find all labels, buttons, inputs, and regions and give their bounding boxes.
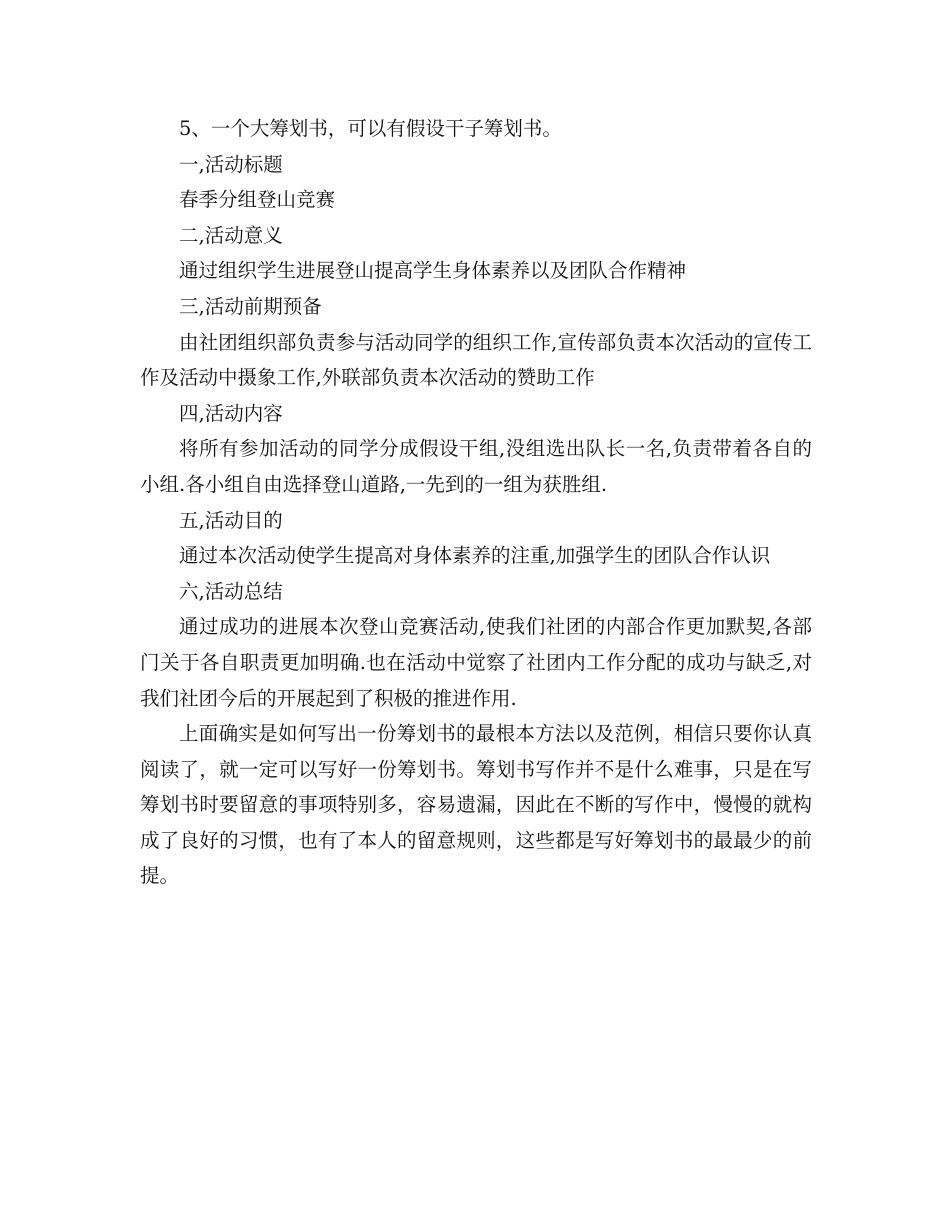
document-body <box>140 111 812 894</box>
paragraph-activity-summary: 通过成功的进展本次登山竞赛活动,使我们社团的内部合作更加默契,各部门关于各自职责更加明确.也在活动中觉察了社团内工作分配的成功与缺乏,对我们社团今后的开展起到了积极的推进作用. <box>140 615 812 710</box>
heading-activity-title: 一,活动标题 <box>179 152 283 176</box>
paragraph-closing: 上面确实是如何写出一份筹划书的最根本方法以及范例，相信只要你认真阅读了，就一定可以写好一份筹划书。筹划书写作并不是什么难事，只是在写筹划书时要留意的事项特别多，容易遗漏，因此在不断的写作中，慢慢的就构成了良好的习惯，也有了本人的留意规则，这些都是写好筹划书的最最少的前提。 <box>140 722 812 888</box>
heading-activity-significance: 二,活动意义 <box>179 223 283 247</box>
heading-preparation: 三,活动前期预备 <box>179 294 322 318</box>
paragraph-activity-content: 将所有参加活动的同学分成假设干组,没组选出队长一名,负责带着各自的小组.各小组自由选择登山道路,一先到的一组为获胜组. <box>140 437 812 496</box>
paragraph-activity-purpose: 通过本次活动使学生提高对身体素养的注重,加强学生的团队合作认识 <box>179 544 771 568</box>
paragraph-preparation: 由社团组织部负责参与活动同学的组织工作,宣传部负责本次活动的宣传工作及活动中摄象工作,外联部负责本次活动的赞助工作 <box>140 330 812 390</box>
paragraph-activity-title: 春季分组登山竞赛 <box>179 188 336 212</box>
paragraph-sub-plans-note: 5、一个大筹划书，可以有假设干子筹划书。 <box>179 117 562 140</box>
heading-activity-purpose: 五,活动目的 <box>179 508 283 532</box>
paragraph-activity-significance: 通过组织学生进展登山提高学生身体素养以及团队合作精神 <box>179 259 687 283</box>
heading-activity-summary: 六,活动总结 <box>179 579 283 603</box>
heading-activity-content: 四,活动内容 <box>179 401 283 425</box>
